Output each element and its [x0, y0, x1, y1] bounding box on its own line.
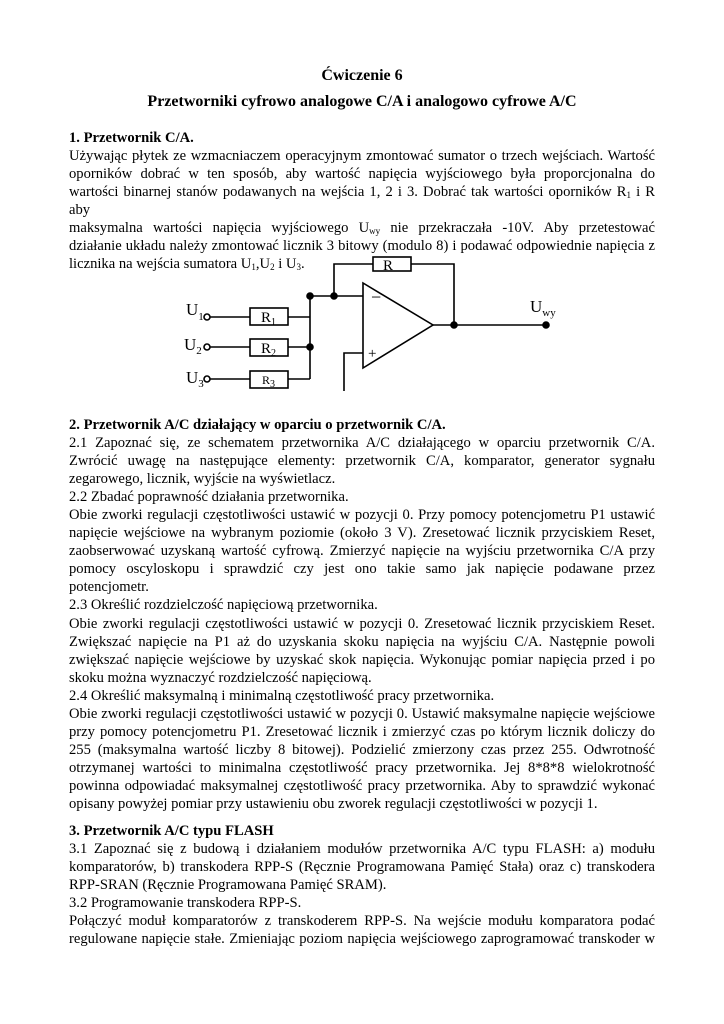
output-terminal: [543, 322, 549, 328]
paragraph-line: pomocy oscyloskopu i sprawdzić czy jest ono takie samo jak napięcie podawane przez: [69, 561, 655, 578]
document-subtitle: Przetworniki cyfrowo analogowe C/A i analogowo cyfrowe A/C: [147, 93, 577, 110]
paragraph-line: 255 (maksymalna wartość liczby 8 bitowej). Podzielić zmierzony czas przez 255. Odwrotność: [69, 741, 655, 758]
paragraph-line: 3.2 Programowanie transkodera RPP-S.: [69, 895, 302, 912]
paragraph-line: Zwrócić uwagę na następujące elementy: przetwornik C/A, komparator, generator sygnału: [69, 453, 655, 470]
section-2-heading: 2. Przetwornik A/C działający w oparciu o przetwornik C/A.: [69, 417, 446, 433]
input-1-terminal: [204, 314, 210, 320]
output-label: $U_{wy}$: [530, 297, 556, 319]
paragraph-line: zaobserwować uzyskaną wartość cyfrową. Zmierzyć napięcie na wyjściu przetwornika C/A przy: [69, 543, 655, 560]
feedback-wire-left: [334, 264, 373, 296]
paragraph-line: Zwiększać napięcie na P1 aż do uzyskania skoku napięcia na wyjściu C/A. Następnie powoli: [69, 633, 655, 650]
input-3-label: $U_3$: [186, 368, 204, 390]
section-3: [69, 822, 655, 948]
plus-sign: +: [368, 346, 377, 362]
feedback-resistor-label: R: [383, 258, 394, 274]
paragraph-line: napięcie wejściowe na wybranym poziomie (około 3 V). Zresetować licznik przyciskiem Reset,: [69, 525, 655, 542]
paragraph-line: komparatorów, b) transkodera RPP-S (Ręcznie Programowana Pamięć Stała) oraz c) transkodera: [69, 859, 655, 876]
paragraph-line: zwiększać napięcie wejściowe by uzyskać skok napięcia. Wykonując pomiar napięcia przed i po: [69, 651, 655, 668]
paragraph-line: zegarowego, licznik, wyjście na wyświetlacz.: [69, 471, 336, 488]
section-1: [69, 129, 655, 273]
paragraph-line: 2.3 Określić rozdzielczość napięciową przetwornika.: [69, 597, 378, 614]
input-3-resistor-label: $R_3$: [262, 373, 276, 390]
paragraph-line: 2.4 Określić maksymalną i minimalną częstotliwość pracy przetwornika.: [69, 687, 495, 704]
paragraph-line: regulowane napięcie stałe. Zmieniając poziom napięcia wejściowego zaprogramować transkoder w: [69, 931, 655, 948]
paragraph-line: maksymalna wartości napięcia wyjściowego $U_{wy}$ nie przekraczała -10V. Aby przetestować: [69, 220, 655, 237]
paragraph-line: Połączyć moduł komparatorów z transkoderem RPP-S. Na wejście modułu komparatora podać: [69, 913, 655, 930]
paragraph-line: oporników dobrać w ten sposób, aby wartość napięcia wyjściowego była proporcjonalna do: [69, 166, 655, 183]
input-2-terminal: [204, 344, 210, 350]
paragraph-line: wartości binarnej stanów podawanych na wejścia 1, 2 i 3. Dobrać tak wartości oporników $R_1$ i R aby: [69, 184, 655, 219]
paragraph-line: potencjometr.: [69, 579, 149, 596]
paragraph-line: przy pomocy potencjometru P1. Zresetować licznik i zmierzyć czas po którym licznik doliczy do: [69, 723, 655, 740]
paragraph-line: opisany powyżej pomiar przy ustawieniu obu zworek regulacji częstotliwości w pozycji 1.: [69, 795, 598, 812]
junction-dot: [451, 322, 457, 328]
paragraph-line: 2.1 Zapoznać się, ze schematem przetwornika A/C działającego w oparciu przetwornik C/A.: [69, 435, 655, 452]
paragraph-line: 3.1 Zapoznać się z budową i działaniem modułów przetwornika A/C typu FLASH: a) modułu: [69, 841, 655, 858]
input-3-terminal: [204, 376, 210, 382]
junction-dot: [331, 293, 337, 299]
section-2: [69, 416, 655, 813]
exercise-title: Ćwiczenie 6: [321, 67, 403, 84]
section-1-heading: 1. Przetwornik C/A.: [69, 130, 194, 146]
paragraph-line: skoku można wyznaczyć rozdzielczość napięciową.: [69, 669, 372, 686]
paragraph-line: licznika na wejścia sumatora $U_1,U_2$ i $U_3$.: [69, 256, 305, 273]
paragraph-line: Obie zworki regulacji częstotliwości ustawić w pozycji 0. Przy pomocy potencjometru P1 ustawić: [69, 507, 655, 524]
summing-amplifier-diagram: [178, 253, 578, 403]
paragraph-line: powinna odpowiadać maksymalnej częstotliwość pracy przetwornika. Aby to sprawdzić wykonać: [69, 777, 655, 794]
input-1-label: $U_1$: [186, 300, 204, 323]
paragraph-line: otrzymanej wartości to minimalna częstotliwość pracy przetwornika. Jej 8*8*8 wielokrotność: [69, 759, 655, 776]
paragraph-line: działanie układu należy zmontować licznik 3 bitowy (modulo 8) i podawać odpowiednie napięcia z: [69, 238, 655, 255]
paragraph-line: Obie zworki regulacji częstotliwości ustawić w pozycji 0. Zresetować licznik przyciskiem Reset.: [69, 615, 655, 632]
paragraph-line: RPP-SRAN (Ręcznie Programowana Pamięć SRAM).: [69, 877, 387, 894]
paragraph-line: Używając płytek ze wzmacniaczem operacyjnym zmontować sumator o trzech wejściach. Wartość: [69, 148, 655, 165]
input-2-label: $U_2$: [184, 335, 202, 357]
input-1-resistor-label: $R_1$: [261, 310, 277, 328]
ground-wire: [344, 353, 363, 391]
minus-sign: −: [371, 287, 382, 307]
input-2-resistor-label: $R_2$: [261, 341, 277, 359]
paragraph-line: 2.2 Zbadać poprawność działania przetwornika.: [69, 489, 349, 506]
paragraph-line: Obie zworki regulacji częstotliwości ustawić w pozycji 0. Ustawić maksymalne napięcie wejściowe: [69, 705, 655, 722]
section-3-heading: 3. Przetwornik A/C typu FLASH: [69, 823, 274, 839]
